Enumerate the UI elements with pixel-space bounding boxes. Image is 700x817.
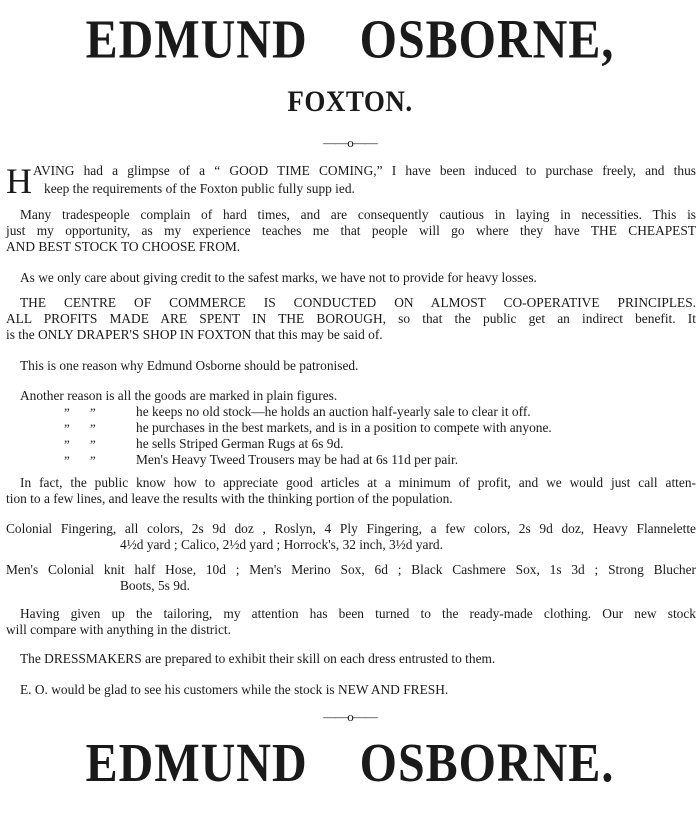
p8-line2: 4½d yard ; Calico, 2½d yard ; Horrock's, 32 inch, 3½d yard. xyxy=(120,537,443,552)
ditto-mark: ” xyxy=(64,453,70,468)
ditto-mark: ” xyxy=(90,453,96,468)
p3-line1: As we only care about giving credit to the safest marks, we have not to provide for heavy losses. xyxy=(20,270,537,285)
separator-top: ——o—— xyxy=(323,135,377,150)
ditto-mark: ” xyxy=(64,405,70,420)
p4-line1: THE CENTRE OF COMMERCE IS CONDUCTED ON ALMOST CO-OPERATIVE PRINCIPLES. xyxy=(20,295,696,310)
p8-line1: Colonial Fingering, all colors, 2s 9d doz , Roslyn, 4 Ply Fingering, a few colors, 2s 9d doz, Heavy Flannelette xyxy=(6,521,696,536)
p2-line3: AND BEST STOCK TO CHOOSE FROM. xyxy=(6,239,241,254)
list-item: Men's Heavy Tweed Trousers may be had at 6s 11d per pair. xyxy=(136,452,459,467)
headline-top: EDMUND OSBORNE, xyxy=(85,8,615,70)
p6-intro: Another reason is all the goods are marked in plain figures. xyxy=(20,388,338,403)
ditto-mark: ” xyxy=(64,437,70,452)
p4-line3: is the ONLY DRAPER'S SHOP IN FOXTON that this may be said of. xyxy=(6,327,383,342)
ditto-mark: ” xyxy=(90,405,96,420)
p10-line2: will compare with anything in the district. xyxy=(6,622,231,637)
p12-line1: E. O. would be glad to see his customers while the stock is NEW AND FRESH. xyxy=(20,682,449,697)
p11-line1: The DRESSMAKERS are prepared to exhibit their skill on each dress entrusted to them. xyxy=(20,651,496,666)
p9-line2: Boots, 5s 9d. xyxy=(120,578,190,593)
p9-line1: Men's Colonial knit half Hose, 10d ; Men's Merino Sox, 6d ; Black Cashmere Sox, 1s 3d ; Strong Blucher xyxy=(6,562,696,577)
ditto-mark: ” xyxy=(90,437,96,452)
ditto-mark: ” xyxy=(64,421,70,436)
p10-line1: Having given up the tailoring, my attention has been turned to the ready-made clothing. Our new stock xyxy=(20,606,696,621)
p7-line2: tion to a few lines, and leave the results with the thinking portion of the population. xyxy=(6,491,453,506)
p7-line1: In fact, the public know how to appreciate good articles at a minimum of profit, and we would just call atten- xyxy=(20,475,696,490)
p5-line1: This is one reason why Edmund Osborne should be patronised. xyxy=(20,358,359,373)
list-item: he sells Striped German Rugs at 6s 9d. xyxy=(136,436,344,451)
list-item: he purchases in the best markets, and is in a position to compete with anyone. xyxy=(136,420,552,435)
location-title: FOXTON. xyxy=(287,84,413,118)
p2-line2: just my opportunity, as my experience teaches me that people will go where they have THE CHEAPEST xyxy=(6,223,696,238)
list-item: he keeps no old stock—he holds an auction half-yearly sale to clear it off. xyxy=(136,404,531,419)
ditto-mark: ” xyxy=(90,421,96,436)
separator-bottom: ——o—— xyxy=(323,709,377,724)
p1-line2: keep the requirements of the Foxton public fully supp ied. xyxy=(44,181,355,196)
p1-line1: AVING had a glimpse of a “ GOOD TIME COMING,” I have been induced to purchase freely, and thus xyxy=(33,163,696,178)
p2-line1: Many tradespeople complain of hard times, and are consequently cautious in laying in necessities. This is xyxy=(20,207,696,222)
p4-line2: ALL PROFITS MADE ARE SPENT IN THE BOROUGH, so that the public get an indirect benefit. It xyxy=(6,311,696,326)
drop-cap: H xyxy=(6,161,32,201)
headline-bottom: EDMUND OSBORNE. xyxy=(85,732,615,794)
